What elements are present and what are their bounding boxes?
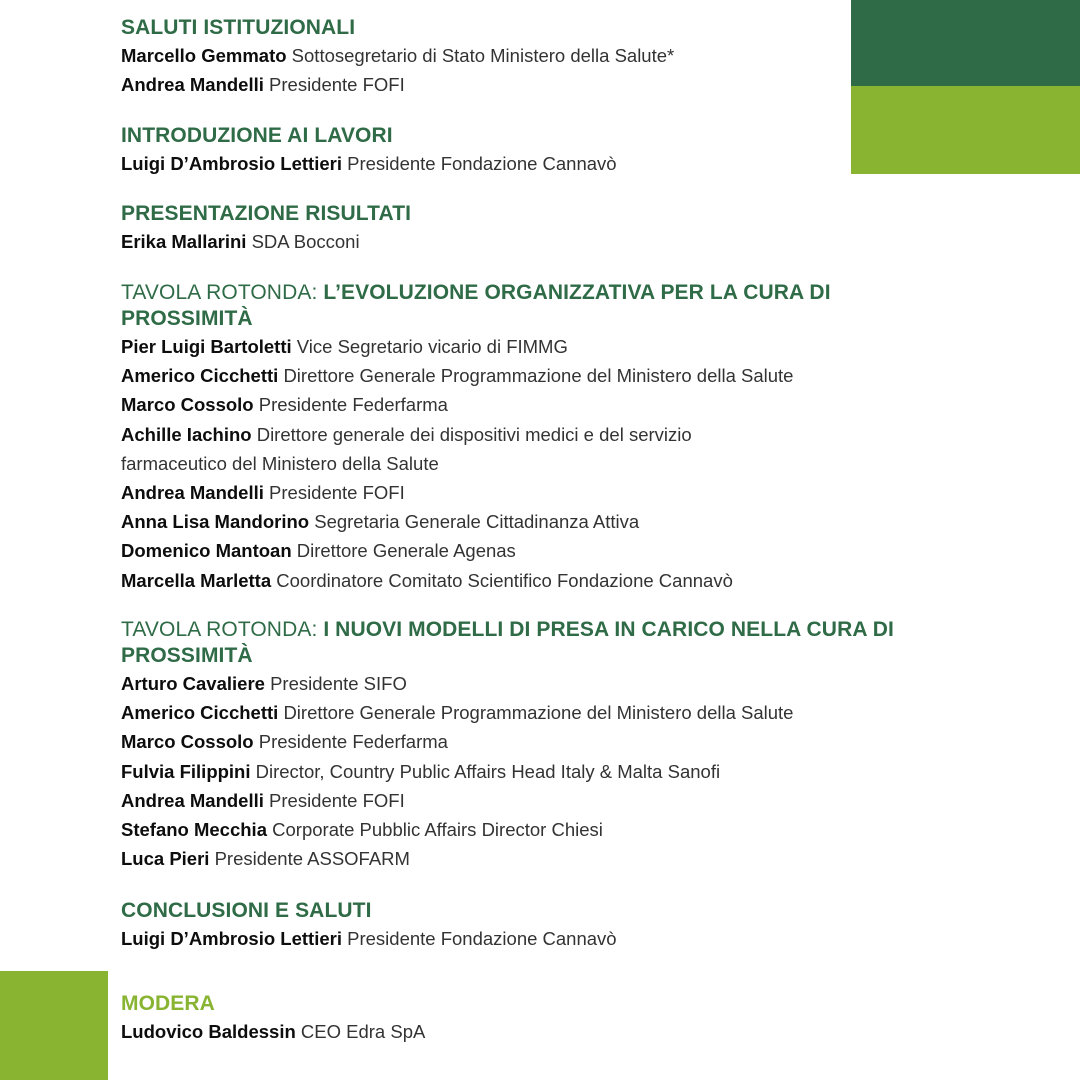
speaker-name: Pier Luigi Bartoletti: [121, 336, 292, 357]
speaker-role: CEO Edra SpA: [300, 1021, 426, 1042]
speaker-role: Presidente Fondazione Cannavò: [347, 153, 617, 174]
speaker-name: Marco Cossolo: [121, 731, 254, 753]
speaker-name: Luca Pieri: [121, 848, 210, 870]
speaker-line: [121, 41, 921, 70]
heading-prefix: TAVOLA ROTONDA:: [121, 618, 324, 641]
speaker-line: [121, 727, 921, 756]
speaker-name: Domenico Mantoan: [121, 540, 292, 562]
section-heading: [121, 280, 921, 332]
speaker-role: Direttore Generale Agenas: [296, 540, 516, 562]
speaker-role: Presidente Fondazione Cannavò: [347, 928, 617, 949]
section-modera: [121, 991, 921, 1046]
speaker-role: Director, Country Public Affairs Head Italy & Malta Sanofi: [255, 760, 721, 782]
section-heading: INTRODUZIONE AI LAVORI: [121, 124, 393, 147]
speaker-name: Americo Cicchetti: [121, 365, 279, 387]
speaker-role: Direttore generale dei dispositivi medici e del servizio: [256, 423, 692, 445]
speaker-role: Presidente SIFO: [270, 673, 407, 694]
speaker-role: SDA Bocconi: [251, 231, 360, 252]
section-presentazione-risultati: [121, 201, 921, 256]
speaker-role: Presidente ASSOFARM: [214, 848, 410, 870]
section-tavola-rotonda-1: [121, 280, 921, 595]
speaker-role: Corporate Pubblic Affairs Director Chiesi: [272, 819, 603, 841]
speaker-role: Direttore Generale Programmazione del Ministero della Salute: [283, 365, 794, 387]
section-saluti-istituzionali: [121, 15, 921, 99]
heading-title: I NUOVI MODELLI DI PRESA IN CARICO NELLA CURA DI PROSSIMITÀ: [121, 618, 894, 667]
section-introduzione: [121, 123, 921, 178]
speaker-name: Marcello Gemmato: [121, 45, 287, 66]
speaker-line: [121, 420, 921, 449]
speaker-role: Presidente Federfarma: [258, 731, 448, 753]
speaker-name: Andrea Mandelli: [121, 482, 264, 504]
section-tavola-rotonda-2: [121, 617, 921, 873]
speaker-line: [121, 361, 921, 390]
speaker-line: [121, 757, 921, 786]
speaker-line: [121, 566, 921, 595]
speaker-line: [121, 844, 921, 873]
section-heading: PRESENTAZIONE RISULTATI: [121, 202, 412, 225]
speaker-line: [121, 227, 921, 256]
speaker-line: [121, 70, 921, 99]
heading-title: L’EVOLUZIONE ORGANIZZATIVA PER LA CURA DI PROSSIMITÀ: [121, 281, 831, 330]
speaker-name: Fulvia Filippini: [121, 760, 251, 782]
section-heading: SALUTI ISTITUZIONALI: [121, 16, 356, 39]
speaker-role: Vice Segretario vicario di FIMMG: [296, 336, 568, 357]
speaker-line: [121, 669, 921, 698]
speaker-name: Ludovico Baldessin: [121, 1021, 296, 1042]
speaker-name: Andrea Mandelli: [121, 74, 264, 96]
speaker-name: Andrea Mandelli: [121, 789, 264, 811]
speaker-line: [121, 1017, 921, 1046]
speaker-line: [121, 815, 921, 844]
speaker-name: Achille Iachino: [121, 423, 252, 445]
speaker-role: Coordinatore Comitato Scientifico Fondazione Cannavò: [276, 569, 733, 591]
speaker-role: Presidente FOFI: [269, 74, 405, 96]
speaker-name: Marco Cossolo: [121, 394, 254, 416]
speaker-line: [121, 507, 921, 536]
speaker-role: Presidente FOFI: [269, 789, 405, 811]
speaker-role: Direttore Generale Programmazione del Ministero della Salute: [283, 702, 794, 724]
speaker-line: [121, 390, 921, 419]
speaker-name: Marcella Marletta: [121, 569, 272, 591]
speaker-role-continuation: farmaceutico del Ministero della Salute: [121, 452, 439, 474]
speaker-name: Americo Cicchetti: [121, 702, 279, 724]
speaker-name: Stefano Mecchia: [121, 819, 267, 841]
section-heading: MODERA: [121, 992, 215, 1015]
speaker-role: Sottosegretario di Stato Ministero della Salute*: [291, 45, 675, 66]
speaker-line: [121, 478, 921, 507]
speaker-name: Luigi D’Ambrosio Lettieri: [121, 928, 342, 949]
speaker-name: Anna Lisa Mandorino: [121, 511, 310, 533]
section-heading: [121, 617, 921, 669]
speaker-role: Presidente FOFI: [269, 482, 405, 504]
speaker-line: [121, 332, 921, 361]
heading-prefix: TAVOLA ROTONDA:: [121, 281, 324, 304]
speaker-line: [121, 536, 921, 565]
section-heading: CONCLUSIONI E SALUTI: [121, 899, 372, 922]
speaker-line: [121, 786, 921, 815]
speaker-line: [121, 698, 921, 727]
speaker-name: Luigi D’Ambrosio Lettieri: [121, 153, 342, 174]
speaker-name: Erika Mallarini: [121, 231, 247, 252]
speaker-role: Presidente Federfarma: [258, 394, 448, 416]
section-conclusioni: [121, 898, 921, 953]
speaker-name: Arturo Cavaliere: [121, 673, 265, 694]
light-green-bottom-block: [0, 971, 108, 1080]
speaker-line: [121, 149, 921, 178]
speaker-role: Segretaria Generale Cittadinanza Attiva: [314, 511, 640, 533]
speaker-line: [121, 924, 921, 953]
